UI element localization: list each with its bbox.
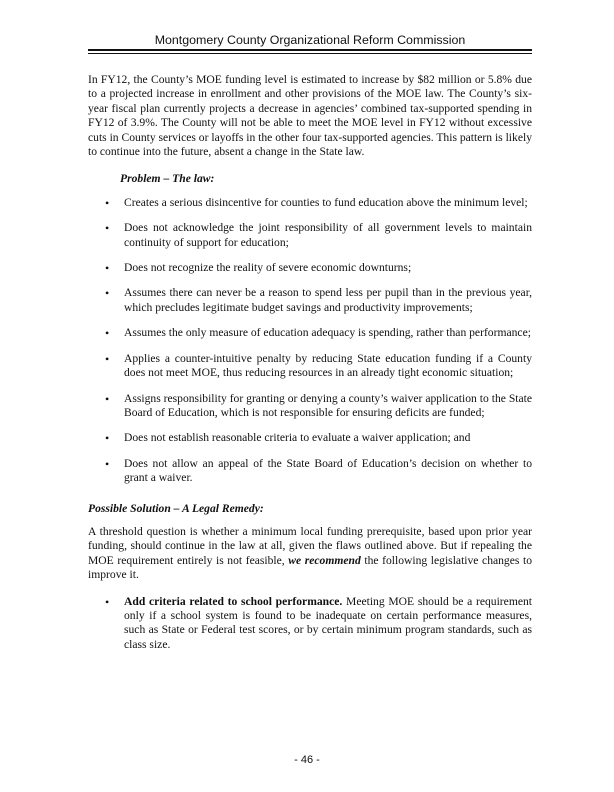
problem-item: • Assigns responsibility for granting or denying a county’s waiver application to the State Board of Education, which is not responsible for ensuring deficits are funded; (124, 392, 532, 421)
solution-list (88, 595, 532, 653)
problem-item: • Does not recognize the reality of severe economic downturns; (124, 261, 532, 275)
solution-item-title: Add criteria related to school performance. (124, 594, 343, 608)
solution-item-text: Meeting MOE should be a requirement only if a school system is found to be inadequate on certain performance measures, such as State or Federal test scores, or by certain minimum program standards, such as class size. (124, 594, 532, 651)
intro-paragraph: In FY12, the County’s MOE funding level is estimated to increase by $82 million or 5.8% due to a projected increase in enrollment and other provisions of the MOE law. The County’s six-year fiscal plan currently projects a decrease in agencies’ combined tax-supported spending in FY12 of 3.9%. The County will not be able to meet the MOE level in FY12 without excessive cuts in County services or layoffs in the other four tax-supported agencies. This pattern is likely to continue into the future, absent a change in the State law. (88, 73, 532, 159)
problem-item: • Creates a serious disincentive for counties to fund education above the minimum level; (124, 196, 532, 210)
solution-text-part2: the following legislative changes to improve it. (88, 553, 532, 582)
problem-item: • Does not acknowledge the joint responsibility of all government levels to maintain continuity of support for education; (124, 221, 532, 250)
solution-text-part1: A threshold question is whether a minimum local funding prerequisite, based upon prior year funding, should continue in the law at all, given the flaws outlined above. But if repealing the MOE requirement entirely is not feasible, (88, 524, 532, 567)
header-rule-thick (88, 49, 532, 51)
page-header-title: Montgomery County Organizational Reform Commission (154, 33, 466, 47)
problem-heading: Problem – The law: (120, 172, 215, 186)
problem-item: • Assumes there can never be a reason to spend less per pupil than in the previous year, which precludes legitimate budget savings and productivity improvements; (124, 286, 532, 315)
header-rule-thin (88, 53, 532, 54)
recommend-emphasis: we recommend (288, 553, 361, 567)
problem-item: • Does not establish reasonable criteria to evaluate a waiver application; and (124, 431, 532, 445)
solution-heading: Possible Solution – A Legal Remedy: (88, 501, 264, 515)
problem-item: • Assumes the only measure of education adequacy is spending, rather than performance; (124, 326, 532, 340)
problem-item: • Does not allow an appeal of the State Board of Education’s decision on whether to grant a waiver. (124, 457, 532, 486)
solution-paragraph (88, 525, 532, 583)
page-number: - 46 - (294, 754, 320, 766)
document-body (88, 73, 532, 663)
problem-list (88, 196, 532, 486)
problem-item: • Applies a counter-intuitive penalty by reducing State education funding if a County does not meet MOE, thus reducing resources in an already tight economic situation; (124, 352, 532, 381)
solution-item (124, 595, 532, 653)
